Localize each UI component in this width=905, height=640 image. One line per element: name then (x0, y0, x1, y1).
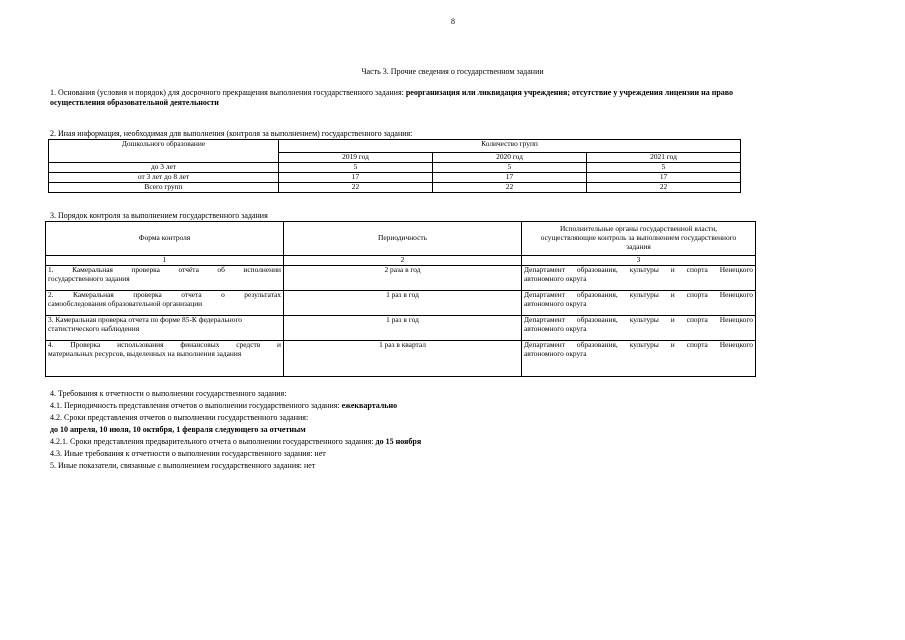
table-row (46, 315, 756, 340)
control-header: Периодичность (284, 222, 522, 256)
cell-value: 22 (587, 183, 741, 193)
control-form: 4. Проверка использования финансовых средств и (48, 339, 281, 349)
control-org: Департамент образования, культуры и спорта Ненецкого (524, 264, 753, 274)
row-label: до 3 лет (49, 163, 279, 173)
groups-table (48, 139, 741, 193)
control-period: 1 раз в квартал (284, 340, 522, 376)
section-4-2: 4.2. Сроки представления отчетов о выполнении государственного задания: (50, 413, 309, 422)
control-form: 3. Камеральная проверка отчета по форме 85-К федерального (48, 314, 242, 324)
section-4-1-bold: ежеквартально (341, 401, 398, 410)
section-4-2-1 (50, 437, 750, 447)
cell-value: 5 (279, 163, 433, 173)
column-number: 1 (46, 256, 284, 266)
section-4-3: 4.3. Иные требования к отчетности о выполнении государственного задания: нет (50, 449, 326, 458)
control-org: автономного округа (524, 273, 587, 283)
control-header: Форма контроля (46, 222, 284, 256)
table-row (49, 183, 741, 193)
control-period: 1 раз в год (284, 315, 522, 340)
section-4-2-1-text: 4.2.1. Сроки представления предварительного отчета о выполнении государственного задания: (50, 437, 376, 446)
cell-value: 22 (433, 183, 587, 193)
table-row (49, 173, 741, 183)
section-2-heading: 2. Иная информация, необходимая для выполнения (контроля за выполнением) государственного задания: (50, 129, 413, 138)
cell-value: 5 (587, 163, 741, 173)
section-4-2-dates: до 10 апреля, 10 июля, 10 октября, 1 февраля следующего за отчетным (50, 425, 306, 434)
control-form: самообследования образовательной организации (48, 298, 203, 308)
cell-value: 17 (433, 173, 587, 183)
groups-col-head: Дошкольного образование (49, 140, 279, 163)
year-header: 2020 год (433, 153, 587, 163)
page-number: 8 (451, 17, 455, 26)
section-4-1 (50, 401, 750, 411)
control-org: Департамент образования, культуры и спорта Ненецкого (524, 314, 753, 324)
cell-value: 5 (433, 163, 587, 173)
column-number: 2 (284, 256, 522, 266)
section-1 (50, 88, 740, 108)
section-4-1-text: 4.1. Периодичность представления отчетов о выполнении государственного задания: (50, 401, 342, 410)
section-1-text: 1. Основания (условия и порядок) для досрочного прекращения выполнения государственного задания: (50, 88, 406, 97)
row-label: Всего групп (49, 183, 279, 193)
control-header: Исполнительные органы государственной власти, осуществляющие контроль за выполнением государственного задания (522, 222, 756, 256)
section-1-bold: реорганизация или ликвидация учреждения; отсутствие у учреждения лицензии на право осуществления образовательной деятельности (50, 88, 734, 107)
control-org: Департамент образования, культуры и спорта Ненецкого (524, 289, 753, 299)
table-row (46, 265, 756, 290)
table-row (46, 340, 756, 376)
control-form: материальных ресурсов, выделенных на выполнения задания (48, 348, 242, 358)
control-org: автономного округа (524, 298, 587, 308)
year-header: 2021 год (587, 153, 741, 163)
control-form: государственного задания (48, 273, 130, 283)
column-number: 3 (522, 256, 756, 266)
section-3-heading: 3. Порядок контроля за выполнением государственного задания (50, 211, 268, 220)
control-form: 2. Камеральная проверка отчета о результатах (48, 289, 281, 299)
groups-group-head: Количество групп (279, 140, 741, 153)
control-table (45, 221, 756, 377)
control-form: 1. Камеральная проверка отчёта об исполнении (48, 264, 281, 274)
section-4-2-1-bold: до 15 ноября (375, 437, 422, 446)
control-period: 1 раз в год (284, 290, 522, 315)
control-org: автономного округа (524, 348, 587, 358)
table-row (46, 290, 756, 315)
table-row (49, 163, 741, 173)
cell-value: 22 (279, 183, 433, 193)
cell-value: 17 (279, 173, 433, 183)
cell-value: 17 (587, 173, 741, 183)
part-title: Часть 3. Прочие сведения о государственном задании (361, 67, 544, 76)
year-header: 2019 год (279, 153, 433, 163)
row-label: от 3 лет до 8 лет (49, 173, 279, 183)
section-5: 5. Иные показатели, связанные с выполнением государственного задания: нет (50, 461, 316, 470)
control-period: 2 раза в год (284, 265, 522, 290)
section-4-line: 4. Требования к отчетности о выполнении государственного задания: (50, 389, 287, 398)
control-form: статистического наблюдения (48, 323, 140, 333)
control-org: Департамент образования, культуры и спорта Ненецкого (524, 339, 753, 349)
control-org: автономного округа (524, 323, 587, 333)
